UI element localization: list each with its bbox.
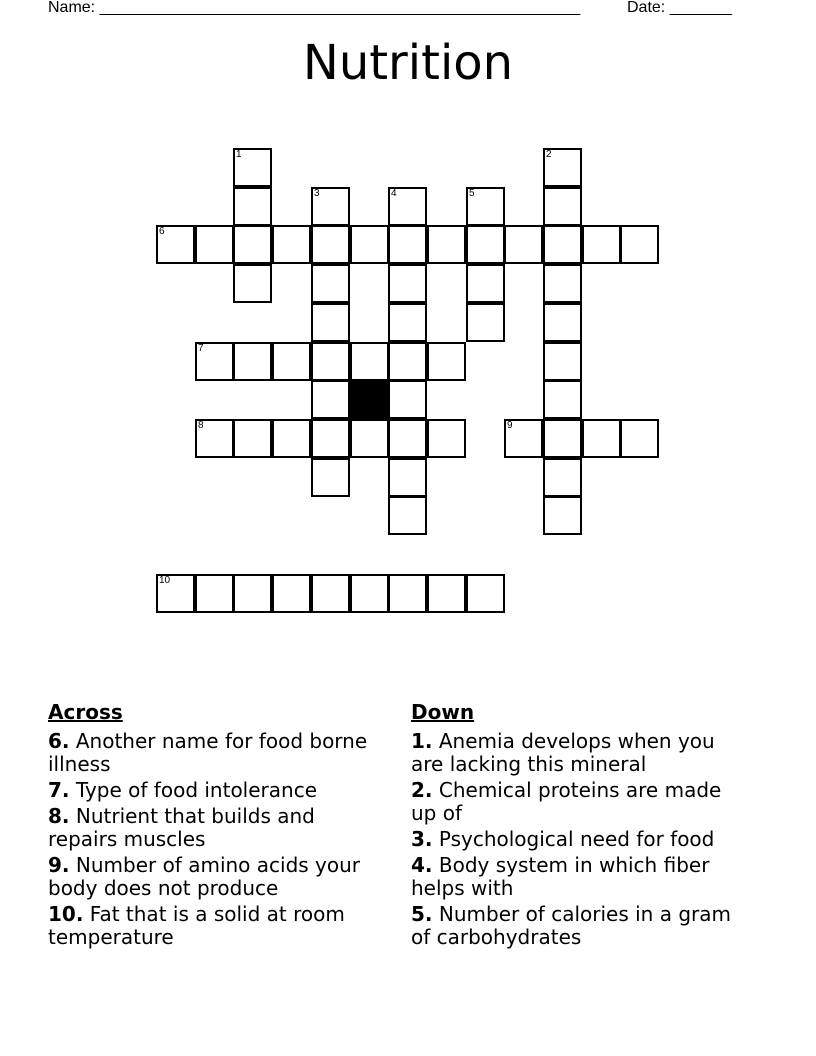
- crossword-cell[interactable]: [388, 342, 427, 381]
- crossword-cell[interactable]: [388, 264, 427, 303]
- down-clue: [411, 854, 751, 900]
- clue-number: 8.: [48, 804, 70, 828]
- clue-text: Fat that is a solid at room temperature: [48, 902, 345, 949]
- crossword-cell[interactable]: [504, 225, 543, 264]
- page-title: Nutrition: [302, 35, 514, 91]
- crossword-cell[interactable]: [195, 574, 234, 613]
- crossword-cell[interactable]: [543, 342, 582, 381]
- crossword-cell[interactable]: [582, 225, 621, 264]
- crossword-cell[interactable]: [427, 574, 466, 613]
- cell-number: 3: [314, 188, 320, 199]
- clue-text: Nutrient that builds and repairs muscles: [48, 804, 315, 851]
- crossword-cell[interactable]: [466, 574, 505, 613]
- clue-number: 5.: [411, 902, 433, 926]
- clue-number: 9.: [48, 853, 70, 877]
- clue-text: Psychological need for food: [432, 827, 715, 851]
- down-clue: [411, 779, 751, 825]
- crossword-cell[interactable]: [311, 574, 350, 613]
- clue-text: Another name for food borne illness: [48, 729, 368, 776]
- clue-number: 3.: [411, 827, 433, 851]
- crossword-cell[interactable]: [466, 225, 505, 264]
- crossword-cell[interactable]: [388, 187, 427, 226]
- crossword-cell[interactable]: [543, 303, 582, 342]
- crossword-cell[interactable]: [582, 419, 621, 458]
- crossword-cell[interactable]: [543, 225, 582, 264]
- crossword-cell[interactable]: [311, 458, 350, 497]
- crossword-cell[interactable]: [427, 419, 466, 458]
- crossword-cell[interactable]: [272, 225, 311, 264]
- crossword-cell[interactable]: [543, 264, 582, 303]
- crossword-cell[interactable]: [388, 225, 427, 264]
- crossword-cell[interactable]: [272, 574, 311, 613]
- down-clue: [411, 730, 751, 776]
- crossword-cell[interactable]: [233, 225, 272, 264]
- crossword-cell[interactable]: [195, 225, 234, 264]
- crossword-cell[interactable]: [543, 419, 582, 458]
- crossword-cell[interactable]: [466, 303, 505, 342]
- crossword-cell[interactable]: [233, 419, 272, 458]
- crossword-cell[interactable]: [620, 225, 659, 264]
- crossword-cell[interactable]: [311, 264, 350, 303]
- crossword-cell[interactable]: [272, 419, 311, 458]
- cell-number: 10: [159, 575, 171, 586]
- crossword-cell[interactable]: [311, 303, 350, 342]
- crossword-cell[interactable]: [350, 225, 389, 264]
- crossword-cell[interactable]: [156, 225, 195, 264]
- crossword-cell[interactable]: [233, 264, 272, 303]
- crossword-cell[interactable]: [543, 458, 582, 497]
- crossword-cell[interactable]: [195, 419, 234, 458]
- clue-text: Number of amino acids your body does not produce: [48, 853, 361, 900]
- down-clues: [411, 701, 751, 952]
- crossword-cell[interactable]: [350, 419, 389, 458]
- crossword-cell[interactable]: [427, 225, 466, 264]
- crossword-cell[interactable]: [543, 148, 582, 187]
- cell-number: 6: [159, 226, 165, 237]
- crossword-black-cell: [350, 380, 389, 419]
- crossword-cell[interactable]: [388, 419, 427, 458]
- crossword-cell[interactable]: [233, 148, 272, 187]
- clue-text: Type of food intolerance: [69, 778, 317, 802]
- clue-number: 1.: [411, 729, 433, 753]
- crossword-cell[interactable]: [543, 380, 582, 419]
- crossword-cell[interactable]: [233, 187, 272, 226]
- crossword-cell[interactable]: [272, 342, 311, 381]
- crossword-cell[interactable]: [388, 574, 427, 613]
- crossword-cell[interactable]: [466, 264, 505, 303]
- across-clue: [48, 805, 388, 851]
- crossword-cell[interactable]: [388, 303, 427, 342]
- crossword-cell[interactable]: [388, 496, 427, 535]
- clue-number: 7.: [48, 778, 70, 802]
- crossword-cell[interactable]: [156, 574, 195, 613]
- crossword-cell[interactable]: [311, 342, 350, 381]
- crossword-cell[interactable]: [311, 225, 350, 264]
- clue-text: Number of calories in a gram of carbohydrates: [411, 902, 731, 949]
- across-heading: Across: [48, 700, 123, 724]
- cell-number: 4: [391, 188, 397, 199]
- crossword-cell[interactable]: [388, 380, 427, 419]
- crossword-cell[interactable]: [350, 574, 389, 613]
- crossword-cell[interactable]: [233, 574, 272, 613]
- crossword-cell[interactable]: [350, 342, 389, 381]
- across-clue: [48, 730, 388, 776]
- cell-number: 8: [198, 420, 204, 431]
- across-clue: [48, 854, 388, 900]
- across-clue: [48, 903, 388, 949]
- down-clue: [411, 903, 751, 949]
- date-field[interactable]: Date: _______: [627, 0, 732, 16]
- cell-number: 9: [507, 420, 513, 431]
- crossword-cell[interactable]: [427, 342, 466, 381]
- clue-number: 10.: [48, 902, 84, 926]
- clue-number: 2.: [411, 778, 433, 802]
- crossword-cell[interactable]: [466, 187, 505, 226]
- down-heading: Down: [411, 700, 475, 724]
- across-clue: [48, 779, 388, 802]
- crossword-cell[interactable]: [543, 496, 582, 535]
- crossword-cell[interactable]: [504, 419, 543, 458]
- clue-text: Anemia develops when you are lacking this mineral: [411, 729, 715, 776]
- crossword-cell[interactable]: [233, 342, 272, 381]
- crossword-cell[interactable]: [543, 187, 582, 226]
- crossword-cell[interactable]: [311, 187, 350, 226]
- cell-number: 1: [236, 149, 242, 160]
- name-field[interactable]: Name: ______________________________________________________: [48, 0, 581, 16]
- clue-number: 6.: [48, 729, 70, 753]
- cell-number: 2: [546, 149, 552, 160]
- down-clue: [411, 828, 751, 851]
- cell-number: 7: [198, 343, 204, 354]
- crossword-cell[interactable]: [195, 342, 234, 381]
- crossword-cell[interactable]: [620, 419, 659, 458]
- crossword-cell[interactable]: [388, 458, 427, 497]
- across-clues: [48, 701, 388, 952]
- cell-number: 5: [469, 188, 475, 199]
- clue-text: Chemical proteins are made up of: [411, 778, 722, 825]
- clue-text: Body system in which fiber helps with: [411, 853, 710, 900]
- clue-number: 4.: [411, 853, 433, 877]
- crossword-cell[interactable]: [311, 380, 350, 419]
- crossword-cell[interactable]: [311, 419, 350, 458]
